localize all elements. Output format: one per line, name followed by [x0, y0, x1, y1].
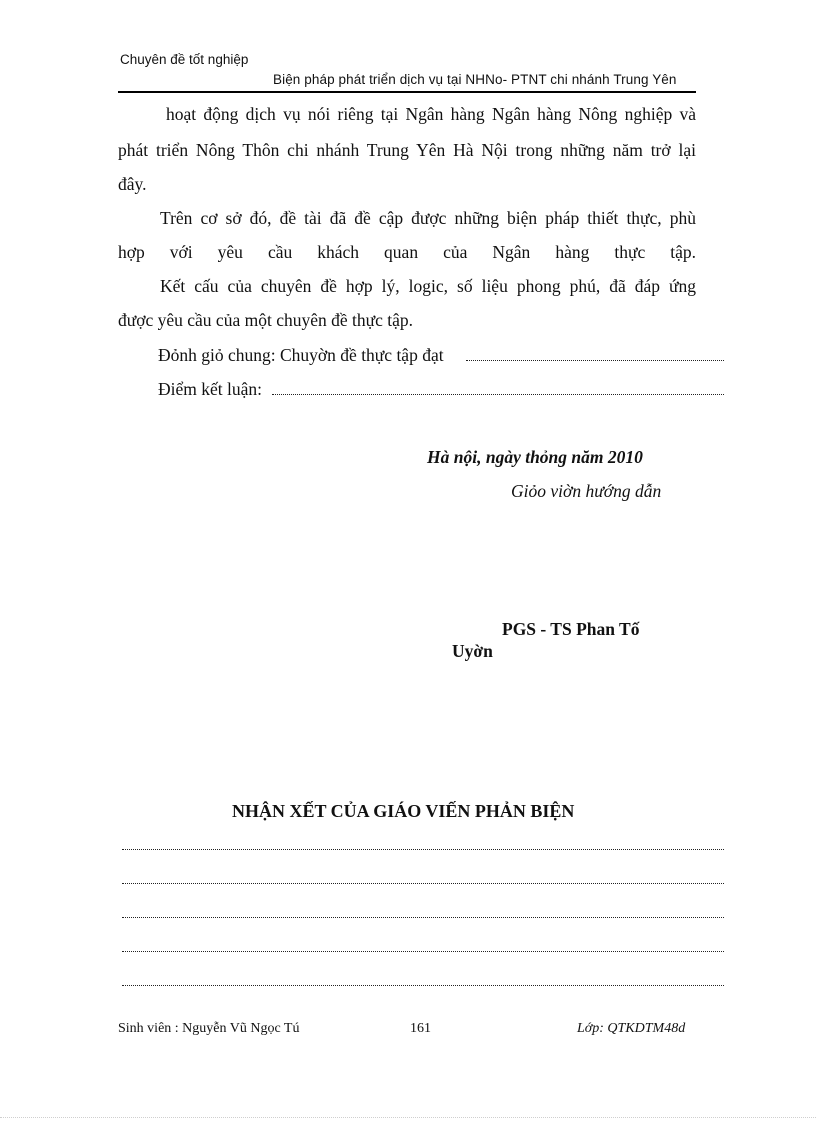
reviewer-blank-line-1 — [122, 849, 724, 850]
reviewer-blank-line-5 — [122, 985, 724, 986]
footer-class: Lớp: QTKDTM48d — [577, 1021, 686, 1036]
footer-student: Sinh viên : Nguyễn Vũ Ngọc Tú — [118, 1021, 300, 1036]
footer-page-number: 161 — [410, 1021, 431, 1036]
reviewer-blank-line-3 — [122, 917, 724, 918]
body-line-3: đây. — [118, 174, 147, 194]
header-rule — [118, 91, 696, 93]
body-line-7: được yêu cầu của một chuyên đề thực tập. — [118, 310, 413, 330]
signature-role: Giỏo viờn hướng dẫn — [511, 481, 662, 501]
reviewer-blank-line-4 — [122, 951, 724, 952]
overall-evaluation-label: Đỏnh giỏ chung: Chuyờn đề thực tập đạt — [158, 345, 444, 365]
score-blank — [272, 394, 724, 395]
overall-evaluation-blank — [466, 360, 724, 361]
body-line-4: Trên cơ sở đó, đề tài đã đề cập được những biện pháp thiết thực, phù — [160, 208, 696, 228]
header-right: Biện pháp phát triển dịch vụ tại NHNo- PTNT chi nhánh Trung Yên — [273, 72, 677, 87]
header-left: Chuyên đề tốt nghiệp — [120, 52, 249, 67]
body-line-1: hoạt động dịch vụ nói riêng tại Ngân hàng Ngân hàng Nông nghiệp và — [166, 104, 696, 124]
reviewer-section-title: NHẬN XẾT CỦA GIÁO VIẾN PHẢN BIỆN — [232, 801, 575, 821]
page-edge — [0, 1117, 816, 1118]
body-line-6: Kết cấu của chuyên đề hợp lý, logic, số liệu phong phú, đã đáp ứng — [160, 276, 696, 296]
signature-name-continued: Uyờn — [452, 641, 493, 661]
signature-name: PGS - TS Phan Tố — [502, 619, 640, 639]
body-line-5: hợp với yêu cầu khách quan của Ngân hàng thực tập. — [118, 242, 696, 262]
score-label: Điểm kết luận: — [158, 379, 263, 399]
reviewer-blank-line-2 — [122, 883, 724, 884]
signature-date: Hà nội, ngày thỏng năm 2010 — [427, 447, 643, 467]
body-line-2: phát triển Nông Thôn chi nhánh Trung Yên Hà Nội trong những năm trở lại — [118, 140, 696, 160]
